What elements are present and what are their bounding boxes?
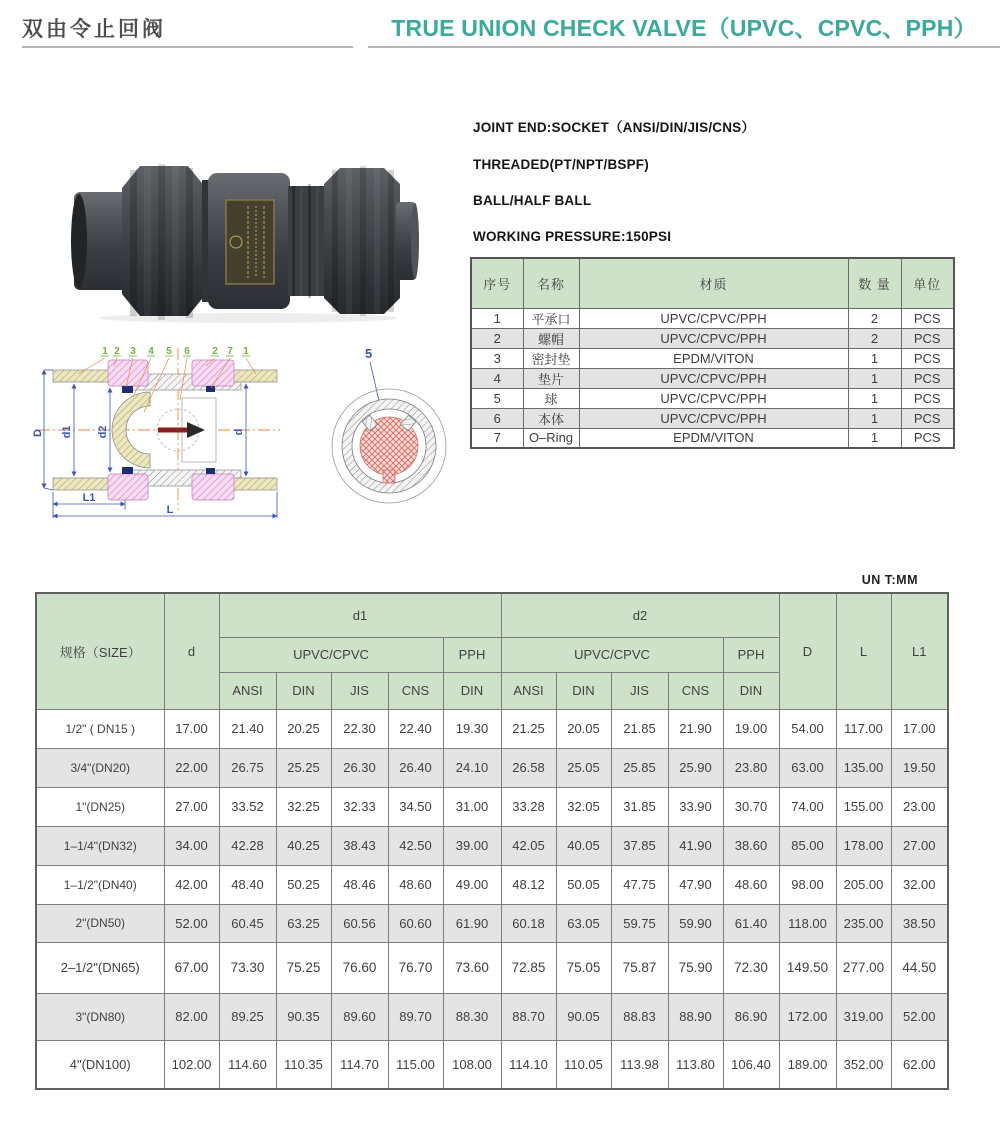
parts-cell: 7 <box>471 428 523 448</box>
dim-cell: 23.00 <box>891 787 948 826</box>
dim-cell: 52.00 <box>164 904 219 942</box>
parts-cell: PCS <box>901 408 954 428</box>
dim-cell: 90.05 <box>556 993 611 1040</box>
dim-cell: 31.00 <box>443 787 501 826</box>
parts-cell: 垫片 <box>523 368 579 388</box>
callout-1b: 1 <box>243 346 249 357</box>
parts-cell: PCS <box>901 328 954 348</box>
dim-cell: 89.70 <box>388 993 443 1040</box>
d2-pph-din-header: DIN <box>723 672 779 709</box>
dim-cell: 113.98 <box>611 1040 668 1089</box>
dim-cell: 205.00 <box>836 865 891 904</box>
dim-label-d2: d2 <box>97 425 109 439</box>
parts-col-qty: 数 量 <box>848 258 901 308</box>
parts-cell: PCS <box>901 348 954 368</box>
dim-cell: 31.85 <box>611 787 668 826</box>
parts-table <box>470 257 955 449</box>
dim-cell: 26.58 <box>501 748 556 787</box>
dim-cell: 38.60 <box>723 826 779 865</box>
dim-cell: 76.70 <box>388 942 443 993</box>
dim-cell: 19.30 <box>443 709 501 748</box>
parts-table-row <box>471 408 954 428</box>
parts-cell: 1 <box>848 388 901 408</box>
callout-3: 3 <box>130 346 136 357</box>
dim-cell: 33.90 <box>668 787 723 826</box>
dim-cell: 49.00 <box>443 865 501 904</box>
dim-cell: 21.85 <box>611 709 668 748</box>
col-d-header: d <box>164 593 219 709</box>
dim-cell: 23.80 <box>723 748 779 787</box>
parts-table-row <box>471 308 954 328</box>
parts-cell: 1 <box>848 368 901 388</box>
dim-cell: 88.83 <box>611 993 668 1040</box>
dim-cell: 42.05 <box>501 826 556 865</box>
d2-ansi-header: ANSI <box>501 672 556 709</box>
dim-cell: 17.00 <box>891 709 948 748</box>
dim-cell: 42.50 <box>388 826 443 865</box>
parts-table-row <box>471 348 954 368</box>
dim-cell: 52.00 <box>891 993 948 1040</box>
parts-table-row <box>471 428 954 448</box>
dim-cell: 82.00 <box>164 993 219 1040</box>
dim-cell: 48.40 <box>219 865 276 904</box>
parts-col-no: 序号 <box>471 258 523 308</box>
dim-cell: 26.30 <box>331 748 388 787</box>
dim-cell: 25.85 <box>611 748 668 787</box>
dim-cell: 75.25 <box>276 942 331 993</box>
parts-cell: PCS <box>901 428 954 448</box>
parts-cell: 4 <box>471 368 523 388</box>
dim-cell: 40.25 <box>276 826 331 865</box>
dim-cell: 72.85 <box>501 942 556 993</box>
d2-pph-header: PPH <box>723 637 779 672</box>
dim-cell: 352.00 <box>836 1040 891 1089</box>
dim-cell: 33.28 <box>501 787 556 826</box>
parts-cell: 2 <box>848 328 901 348</box>
parts-col-unit: 单位 <box>901 258 954 308</box>
dim-cell: 50.05 <box>556 865 611 904</box>
dim-cell: 118.00 <box>779 904 836 942</box>
dim-cell: 40.05 <box>556 826 611 865</box>
title-underline-left <box>22 46 353 48</box>
parts-cell: 3 <box>471 348 523 368</box>
dim-cell: 60.56 <box>331 904 388 942</box>
parts-cell: EPDM/VITON <box>579 348 848 368</box>
dim-cell: 50.25 <box>276 865 331 904</box>
dim-cell: 21.40 <box>219 709 276 748</box>
dim-cell: 41.90 <box>668 826 723 865</box>
parts-cell: 1 <box>471 308 523 328</box>
parts-cell: 2 <box>471 328 523 348</box>
dim-cell: 88.90 <box>668 993 723 1040</box>
col-size-header: 规格（SIZE） <box>36 593 164 709</box>
end-view-drawing <box>318 340 460 518</box>
dim-cell: 37.85 <box>611 826 668 865</box>
end-view-callout: 5 <box>365 346 373 361</box>
size-cell: 2"(DN50) <box>36 904 164 942</box>
dim-cell: 38.50 <box>891 904 948 942</box>
dim-table-row <box>36 787 948 826</box>
d2-cns-header: CNS <box>668 672 723 709</box>
dim-cell: 75.87 <box>611 942 668 993</box>
dim-cell: 110.05 <box>556 1040 611 1089</box>
parts-table-row <box>471 328 954 348</box>
dim-cell: 113.80 <box>668 1040 723 1089</box>
dim-cell: 98.00 <box>779 865 836 904</box>
dim-cell: 44.50 <box>891 942 948 993</box>
dim-cell: 48.12 <box>501 865 556 904</box>
size-cell: 1–1/2"(DN40) <box>36 865 164 904</box>
d2-din-header: DIN <box>556 672 611 709</box>
dim-cell: 135.00 <box>836 748 891 787</box>
parts-table-row <box>471 388 954 408</box>
parts-cell: 球 <box>523 388 579 408</box>
page-title-english: TRUE UNION CHECK VALVE（UPVC、CPVC、PPH） <box>391 15 977 41</box>
dim-cell: 25.25 <box>276 748 331 787</box>
page-title-chinese: 双由令止回阀 <box>22 18 166 41</box>
dim-cell: 60.18 <box>501 904 556 942</box>
parts-cell: O–Ring <box>523 428 579 448</box>
dim-cell: 88.30 <box>443 993 501 1040</box>
callout-4: 4 <box>148 346 154 357</box>
dim-cell: 26.40 <box>388 748 443 787</box>
callout-7: 7 <box>227 346 233 357</box>
dim-cell: 34.00 <box>164 826 219 865</box>
dim-cell: 114.70 <box>331 1040 388 1089</box>
dim-cell: 102.00 <box>164 1040 219 1089</box>
dim-cell: 235.00 <box>836 904 891 942</box>
dim-header-row-1 <box>36 593 948 637</box>
parts-table-body <box>471 308 954 448</box>
parts-cell: 密封垫 <box>523 348 579 368</box>
dim-cell: 76.60 <box>331 942 388 993</box>
dim-cell: 48.60 <box>723 865 779 904</box>
spec-line-threaded: THREADED(PT/NPT/BSPF) <box>473 157 649 172</box>
title-underline-right <box>368 46 1000 48</box>
dim-cell: 54.00 <box>779 709 836 748</box>
d1-cns-header: CNS <box>388 672 443 709</box>
dim-cell: 89.25 <box>219 993 276 1040</box>
parts-col-material: 材质 <box>579 258 848 308</box>
dim-cell: 63.00 <box>779 748 836 787</box>
dim-cell: 20.25 <box>276 709 331 748</box>
dim-label-D: D <box>32 429 44 437</box>
parts-cell: UPVC/CPVC/PPH <box>579 408 848 428</box>
size-cell: 3"(DN80) <box>36 993 164 1040</box>
dim-cell: 48.46 <box>331 865 388 904</box>
size-cell: 1/2" ( DN15 ) <box>36 709 164 748</box>
d1-pph-header: PPH <box>443 637 501 672</box>
parts-cell: 1 <box>848 408 901 428</box>
dim-cell: 155.00 <box>836 787 891 826</box>
spec-line-ball: BALL/HALF BALL <box>473 193 592 208</box>
dim-cell: 63.05 <box>556 904 611 942</box>
parts-cell: PCS <box>901 308 954 328</box>
parts-cell: UPVC/CPVC/PPH <box>579 388 848 408</box>
dim-cell: 60.45 <box>219 904 276 942</box>
dim-cell: 88.70 <box>501 993 556 1040</box>
dim-cell: 26.75 <box>219 748 276 787</box>
col-D-header: D <box>779 593 836 709</box>
parts-cell: PCS <box>901 368 954 388</box>
dim-cell: 17.00 <box>164 709 219 748</box>
dim-cell: 108.00 <box>443 1040 501 1089</box>
dim-cell: 32.00 <box>891 865 948 904</box>
dim-cell: 117.00 <box>836 709 891 748</box>
dim-cell: 24.10 <box>443 748 501 787</box>
dim-cell: 172.00 <box>779 993 836 1040</box>
dim-cell: 319.00 <box>836 993 891 1040</box>
parts-cell: EPDM/VITON <box>579 428 848 448</box>
parts-cell: PCS <box>901 388 954 408</box>
dim-cell: 75.05 <box>556 942 611 993</box>
dim-table-row <box>36 1040 948 1089</box>
dim-cell: 74.00 <box>779 787 836 826</box>
technical-drawings <box>30 340 460 530</box>
dim-table-row <box>36 748 948 787</box>
dim-table-row <box>36 993 948 1040</box>
col-L1-header: L1 <box>891 593 948 709</box>
dim-cell: 39.00 <box>443 826 501 865</box>
dim-cell: 61.40 <box>723 904 779 942</box>
group-d2-header: d2 <box>501 593 779 637</box>
callout-6: 6 <box>184 346 190 357</box>
parts-cell: 2 <box>848 308 901 328</box>
dim-table-row <box>36 904 948 942</box>
parts-cell: UPVC/CPVC/PPH <box>579 308 848 328</box>
callout-numbers <box>102 346 249 357</box>
dim-cell: 22.30 <box>331 709 388 748</box>
dim-cell: 27.00 <box>164 787 219 826</box>
parts-header-row <box>471 258 954 308</box>
dim-cell: 63.25 <box>276 904 331 942</box>
parts-cell: 螺帽 <box>523 328 579 348</box>
dim-cell: 42.28 <box>219 826 276 865</box>
dim-cell: 114.10 <box>501 1040 556 1089</box>
d1-din-header: DIN <box>276 672 331 709</box>
dim-cell: 149.50 <box>779 942 836 993</box>
dim-table-row <box>36 826 948 865</box>
size-cell: 4"(DN100) <box>36 1040 164 1089</box>
product-photo <box>70 160 420 325</box>
dim-cell: 27.00 <box>891 826 948 865</box>
dim-cell: 22.00 <box>164 748 219 787</box>
dim-cell: 32.25 <box>276 787 331 826</box>
dim-table-row <box>36 865 948 904</box>
callout-5: 5 <box>166 346 172 357</box>
dim-cell: 21.25 <box>501 709 556 748</box>
dim-cell: 110.35 <box>276 1040 331 1089</box>
spec-list <box>473 116 755 265</box>
dim-cell: 33.52 <box>219 787 276 826</box>
dim-cell: 189.00 <box>779 1040 836 1089</box>
dim-cell: 59.90 <box>668 904 723 942</box>
dim-cell: 19.50 <box>891 748 948 787</box>
parts-cell: 平承口 <box>523 308 579 328</box>
group-d1-header: d1 <box>219 593 501 637</box>
dim-cell: 115.00 <box>388 1040 443 1089</box>
size-cell: 3/4"(DN20) <box>36 748 164 787</box>
callout-2a: 2 <box>114 346 120 357</box>
product-label <box>226 200 274 284</box>
parts-cell: 6 <box>471 408 523 428</box>
unit-note: UN T:MM <box>861 573 918 587</box>
callout-2b: 2 <box>212 346 218 357</box>
parts-cell: UPVC/CPVC/PPH <box>579 368 848 388</box>
dim-cell: 32.05 <box>556 787 611 826</box>
dim-cell: 85.00 <box>779 826 836 865</box>
dim-cell: 59.75 <box>611 904 668 942</box>
dim-cell: 25.05 <box>556 748 611 787</box>
d2-jis-header: JIS <box>611 672 668 709</box>
dim-cell: 114.60 <box>219 1040 276 1089</box>
dim-label-d1: d1 <box>61 425 73 439</box>
dim-cell: 42.00 <box>164 865 219 904</box>
d1-ansi-header: ANSI <box>219 672 276 709</box>
dim-cell: 60.60 <box>388 904 443 942</box>
parts-cell: 1 <box>848 428 901 448</box>
parts-table-row <box>471 368 954 388</box>
dim-cell: 32.33 <box>331 787 388 826</box>
size-cell: 2–1/2"(DN65) <box>36 942 164 993</box>
callout-1a: 1 <box>102 346 108 357</box>
dim-label-d: d <box>233 428 245 436</box>
dim-cell: 19.00 <box>723 709 779 748</box>
parts-col-name: 名称 <box>523 258 579 308</box>
size-cell: 1–1/4"(DN32) <box>36 826 164 865</box>
d1-upvc-header: UPVC/CPVC <box>219 637 443 672</box>
d1-pph-din-header: DIN <box>443 672 501 709</box>
dim-label-L1: L1 <box>82 492 96 504</box>
dimension-table <box>35 592 949 1090</box>
d1-jis-header: JIS <box>331 672 388 709</box>
dim-cell: 75.90 <box>668 942 723 993</box>
dim-cell: 67.00 <box>164 942 219 993</box>
d2-upvc-header: UPVC/CPVC <box>501 637 723 672</box>
parts-cell: UPVC/CPVC/PPH <box>579 328 848 348</box>
dim-cell: 47.75 <box>611 865 668 904</box>
dim-cell: 90.35 <box>276 993 331 1040</box>
parts-cell: 1 <box>848 348 901 368</box>
col-L-header: L <box>836 593 891 709</box>
spec-line-pressure: WORKING PRESSURE:150PSI <box>473 229 672 244</box>
dim-cell: 73.60 <box>443 942 501 993</box>
dim-cell: 72.30 <box>723 942 779 993</box>
spec-line-joint-end: JOINT END:SOCKET（ANSI/DIN/JIS/CNS） <box>473 120 756 135</box>
dim-cell: 38.43 <box>331 826 388 865</box>
dim-table-body <box>36 709 948 1089</box>
dim-label-L: L <box>166 504 174 516</box>
parts-cell: 本体 <box>523 408 579 428</box>
dim-cell: 48.60 <box>388 865 443 904</box>
dim-cell: 20.05 <box>556 709 611 748</box>
dim-cell: 62.00 <box>891 1040 948 1089</box>
dim-cell: 25.90 <box>668 748 723 787</box>
dim-cell: 22.40 <box>388 709 443 748</box>
dim-cell: 73.30 <box>219 942 276 993</box>
size-cell: 1"(DN25) <box>36 787 164 826</box>
dim-cell: 34.50 <box>388 787 443 826</box>
dim-cell: 47.90 <box>668 865 723 904</box>
parts-cell: 5 <box>471 388 523 408</box>
dim-cell: 106.40 <box>723 1040 779 1089</box>
cross-section-drawing <box>30 340 305 528</box>
dim-cell: 61.90 <box>443 904 501 942</box>
dim-cell: 89.60 <box>331 993 388 1040</box>
dim-cell: 178.00 <box>836 826 891 865</box>
dim-cell: 30.70 <box>723 787 779 826</box>
dim-cell: 21.90 <box>668 709 723 748</box>
dimension-lines <box>44 370 277 518</box>
dim-cell: 277.00 <box>836 942 891 993</box>
dim-cell: 86.90 <box>723 993 779 1040</box>
dim-table-row <box>36 709 948 748</box>
dim-table-row <box>36 942 948 993</box>
